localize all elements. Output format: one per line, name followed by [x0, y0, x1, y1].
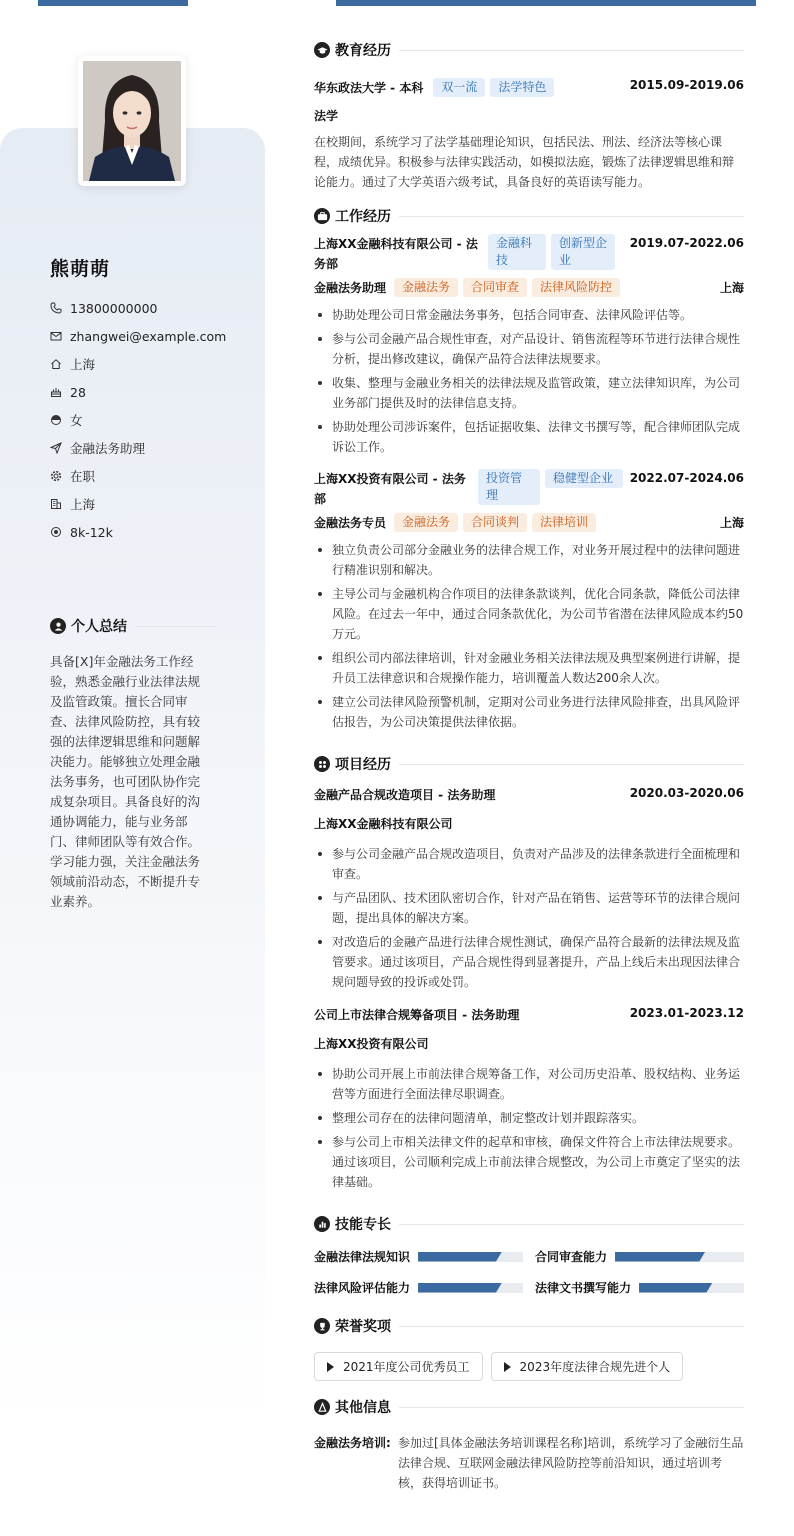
- award-item: [491, 1352, 684, 1381]
- list-item: 参与公司金融产品合规改造项目，负责对产品涉及的法律条款进行全面梳理和审查。: [314, 844, 744, 884]
- job-skill-tag: 金融法务: [394, 513, 458, 532]
- city-text: 上海: [70, 497, 96, 512]
- skill-fill: [639, 1283, 712, 1293]
- project-header: [314, 1006, 744, 1023]
- skill-bar: [418, 1252, 523, 1262]
- job-city: 上海: [719, 516, 744, 530]
- skill-bar: [418, 1283, 523, 1293]
- list-item: 协助处理公司日常金融法务事务，包括合同审查、法律风险评估等。: [314, 305, 744, 325]
- skill-fill: [615, 1252, 705, 1262]
- project-header: [314, 786, 744, 803]
- skill-fill: [418, 1283, 502, 1293]
- project-period: 2023.01-2023.12: [629, 1006, 744, 1020]
- briefcase-icon: [314, 208, 330, 224]
- age-item: [50, 378, 250, 406]
- skills-title-text: 技能专长: [335, 1217, 391, 1233]
- job-skill-tag: 法律培训: [532, 513, 596, 532]
- skill-item: [314, 1248, 523, 1265]
- email-text: zhangwei@example.com: [70, 328, 227, 344]
- status-text: 在职: [70, 469, 96, 484]
- job-role-row: [314, 513, 744, 532]
- education-section-title: [314, 38, 744, 62]
- main-content: [314, 38, 744, 1493]
- job-bullets: [314, 305, 744, 457]
- status-item: [50, 462, 250, 490]
- award-text: 2023年度法律合规先进个人: [519, 1360, 671, 1374]
- location-text: 上海: [70, 357, 96, 372]
- awards-title-text: 荣誉奖项: [335, 1319, 391, 1335]
- trophy-icon: [314, 1318, 330, 1334]
- summary-title-text: 个人总结: [71, 619, 127, 635]
- grid-icon: [314, 756, 330, 772]
- phone-icon: [50, 302, 62, 314]
- list-item: 建立公司法律风险预警机制，定期对公司业务进行法律风险排查，出具风险评估报告，为公司决策提供法律依据。: [314, 692, 744, 732]
- job-period: 2022.07-2024.06: [629, 471, 744, 485]
- phone-text: 13800000000: [70, 300, 158, 316]
- award-text: 2021年度公司优秀员工: [343, 1360, 470, 1374]
- education-school: 华东政法大学 - 本科: [314, 81, 424, 95]
- list-item: 协助处理公司涉诉案件，包括证据收集、法律文书撰写等，配合律师团队完成诉讼工作。: [314, 417, 744, 457]
- summary-title: [50, 616, 216, 636]
- job-tag: 投资管理: [478, 469, 540, 505]
- project-bullets: [314, 844, 744, 992]
- avatar: [83, 61, 181, 181]
- profile-name: 熊萌萌: [50, 258, 111, 280]
- job-city: 上海: [719, 281, 744, 295]
- send-icon: [50, 442, 62, 454]
- building-icon: [50, 498, 62, 510]
- education-header: [314, 78, 744, 97]
- project-company: 上海XX投资有限公司: [314, 1037, 429, 1051]
- project-bullets: [314, 1064, 744, 1192]
- skill-item: [535, 1279, 744, 1296]
- list-item: 协助公司开展上市前法律合规筹备工作，对公司历史沿革、股权结构、业务运营等方面进行全面法律尽职调查。: [314, 1064, 744, 1104]
- skill-name: 法律风险评估能力: [314, 1281, 411, 1295]
- job-tag: 创新型企业: [551, 234, 615, 270]
- job-company-wrap: [314, 234, 615, 274]
- projects-section-title: [314, 752, 744, 776]
- list-item: 参与公司金融产品合规性审查，对产品设计、销售流程等环节进行法律合规性分析，提出修改建议，确保产品符合法律法规要求。: [314, 329, 744, 369]
- city-item: [50, 490, 250, 518]
- summary-text: 具备[X]年金融法务工作经验，熟悉金融行业法律法规及监管政策。擅长合同审查、法律风险防控，具有较强的法律逻辑思维和问题解决能力。能够独立处理金融法务事务，也可团队协作完成复杂项目。具备良好的沟通协调能力，能与业务部门、律师团队等有效合作。学习能力强，关注金融法务领域前沿动态，不断提升专业素养。: [50, 654, 201, 909]
- play-icon: [327, 1362, 334, 1372]
- awards-section-title: [314, 1314, 744, 1338]
- other-title-text: 其他信息: [335, 1400, 391, 1416]
- skill-bar: [639, 1283, 744, 1293]
- list-item: 整理公司存在的法律问题清单，制定整改计划并跟踪落实。: [314, 1108, 744, 1128]
- job-header: [314, 234, 744, 274]
- other-info-row: [314, 1433, 744, 1493]
- phone-item: [50, 294, 250, 322]
- job-company: 上海XX金融科技有限公司 - 法务部: [314, 237, 478, 271]
- avatar-frame: [78, 56, 186, 186]
- project-item: [314, 786, 744, 992]
- job-company-wrap: [314, 469, 623, 509]
- gender-text: 女: [70, 413, 83, 428]
- job-skill-tag: 合同谈判: [463, 513, 527, 532]
- list-item: 收集、整理与金融业务相关的法律法规及监管政策，建立法律知识库，为公司业务部门提供及时的法律信息支持。: [314, 373, 744, 413]
- job-tag: 稳健型企业: [545, 469, 623, 488]
- job-role-wrap: [314, 513, 596, 532]
- skills-grid: [314, 1248, 744, 1296]
- salary-item: [50, 518, 250, 546]
- list-item: 与产品团队、技术团队密切合作，针对产品在销售、运营等环节的法律合规问题，提出具体的解决方案。: [314, 888, 744, 928]
- project-name: 公司上市法律合规筹备项目 - 法务助理: [314, 1008, 520, 1022]
- target-icon: [50, 526, 62, 538]
- contact-info-list: [50, 294, 250, 546]
- top-accent-bar-left: [38, 0, 188, 6]
- skill-bar: [615, 1252, 744, 1262]
- education-desc: 在校期间，系统学习了法学基础理论知识，包括民法、刑法、经济法等核心课程，成绩优异。积极参与法律实践活动，如模拟法庭，锻炼了法律逻辑思维和辩论能力。通过了大学英语六级考试，具备良好的英语读写能力。: [314, 135, 735, 189]
- job-role: 金融法务专员: [314, 516, 387, 530]
- work-title-text: 工作经历: [335, 209, 391, 225]
- other-label: 金融法务培训:: [314, 1436, 391, 1450]
- education-title-text: 教育经历: [335, 43, 391, 59]
- job-skill-tag: 金融法务: [394, 278, 458, 297]
- skill-name: 法律文书撰写能力: [535, 1281, 632, 1295]
- gear-icon: [50, 470, 62, 482]
- other-text: 参加过[具体金融法务培训课程名称]培训，系统学习了金融衍生品法律合规、互联网金融法律风险防控等前沿知识，通过培训考核，获得培训证书。: [398, 1436, 744, 1490]
- list-item: 独立负责公司部分金融业务的法律合规工作，对业务开展过程中的法律问题进行精准识别和解决。: [314, 540, 744, 580]
- job-role-wrap: [314, 278, 620, 297]
- location-item: [50, 350, 250, 378]
- education-school-wrap: [314, 78, 554, 97]
- list-item: 组织公司内部法律培训，针对金融业务相关法律法规及典型案例进行讲解，提升员工法律意识和合规操作能力，培训覆盖人数达200余人次。: [314, 648, 744, 688]
- job-item: [314, 469, 744, 732]
- projects-title-text: 项目经历: [335, 757, 391, 773]
- salary-text: 8k-12k: [70, 524, 113, 540]
- job-header: [314, 469, 744, 509]
- gender-item: [50, 406, 250, 434]
- awards-list: [314, 1352, 744, 1381]
- list-item: 参与公司上市相关法律文件的起草和审核，确保文件符合上市法律法规要求。通过该项目，公司顺利完成上市前法律合规整改，为公司上市奠定了坚实的法律基础。: [314, 1132, 744, 1192]
- skill-fill: [418, 1252, 502, 1262]
- education-period: 2015.09-2019.06: [629, 78, 744, 92]
- job-item: [314, 234, 744, 457]
- project-company: 上海XX金融科技有限公司: [314, 817, 453, 831]
- job-role-row: [314, 278, 744, 297]
- job-skill-tag: 法律风险防控: [532, 278, 620, 297]
- work-section-title: [314, 204, 744, 228]
- play-icon: [504, 1362, 511, 1372]
- list-item: 对改造后的金融产品进行法律合规性测试，确保产品符合最新的法律法规及监管要求。通过该项目，产品合规性得到显著提升，产品上线后未出现因法律合规问题导致的投诉或处罚。: [314, 932, 744, 992]
- project-name: 金融产品合规改造项目 - 法务助理: [314, 788, 496, 802]
- cake-icon: [50, 386, 62, 398]
- other-section-title: [314, 1395, 744, 1419]
- project-item: [314, 1006, 744, 1192]
- home-icon: [50, 358, 62, 370]
- job-bullets: [314, 540, 744, 732]
- gender-icon: [50, 414, 62, 426]
- info-icon: [314, 1399, 330, 1415]
- email-item: [50, 322, 250, 350]
- bar-chart-icon: [314, 1216, 330, 1232]
- skill-name: 合同审查能力: [535, 1250, 608, 1264]
- award-item: [314, 1352, 483, 1381]
- job-tag: 金融科技: [488, 234, 546, 270]
- user-icon: [50, 618, 66, 634]
- age-text: 28: [70, 384, 86, 400]
- education-tag: 法学特色: [490, 78, 554, 97]
- graduation-cap-icon: [314, 42, 330, 58]
- skill-name: 金融法律法规知识: [314, 1250, 411, 1264]
- top-accent-bar-right: [336, 0, 756, 6]
- project-period: 2020.03-2020.06: [629, 786, 744, 800]
- job-skill-tag: 合同审查: [463, 278, 527, 297]
- job-period: 2019.07-2022.06: [629, 236, 744, 250]
- list-item: 主导公司与金融机构合作项目的法律条款谈判，优化合同条款，降低公司法律风险。在过去一年中，通过合同条款优化，为公司节省潜在法律风险成本约50万元。: [314, 584, 744, 644]
- skill-item: [314, 1279, 523, 1296]
- skill-item: [535, 1248, 744, 1265]
- position-item: [50, 434, 250, 462]
- education-major: 法学: [314, 109, 339, 123]
- skills-section-title: [314, 1212, 744, 1236]
- education-tag: 双一流: [433, 78, 485, 97]
- job-role: 金融法务助理: [314, 281, 387, 295]
- mail-icon: [50, 330, 62, 342]
- position-text: 金融法务助理: [70, 441, 146, 456]
- job-company: 上海XX投资有限公司 - 法务部: [314, 472, 466, 506]
